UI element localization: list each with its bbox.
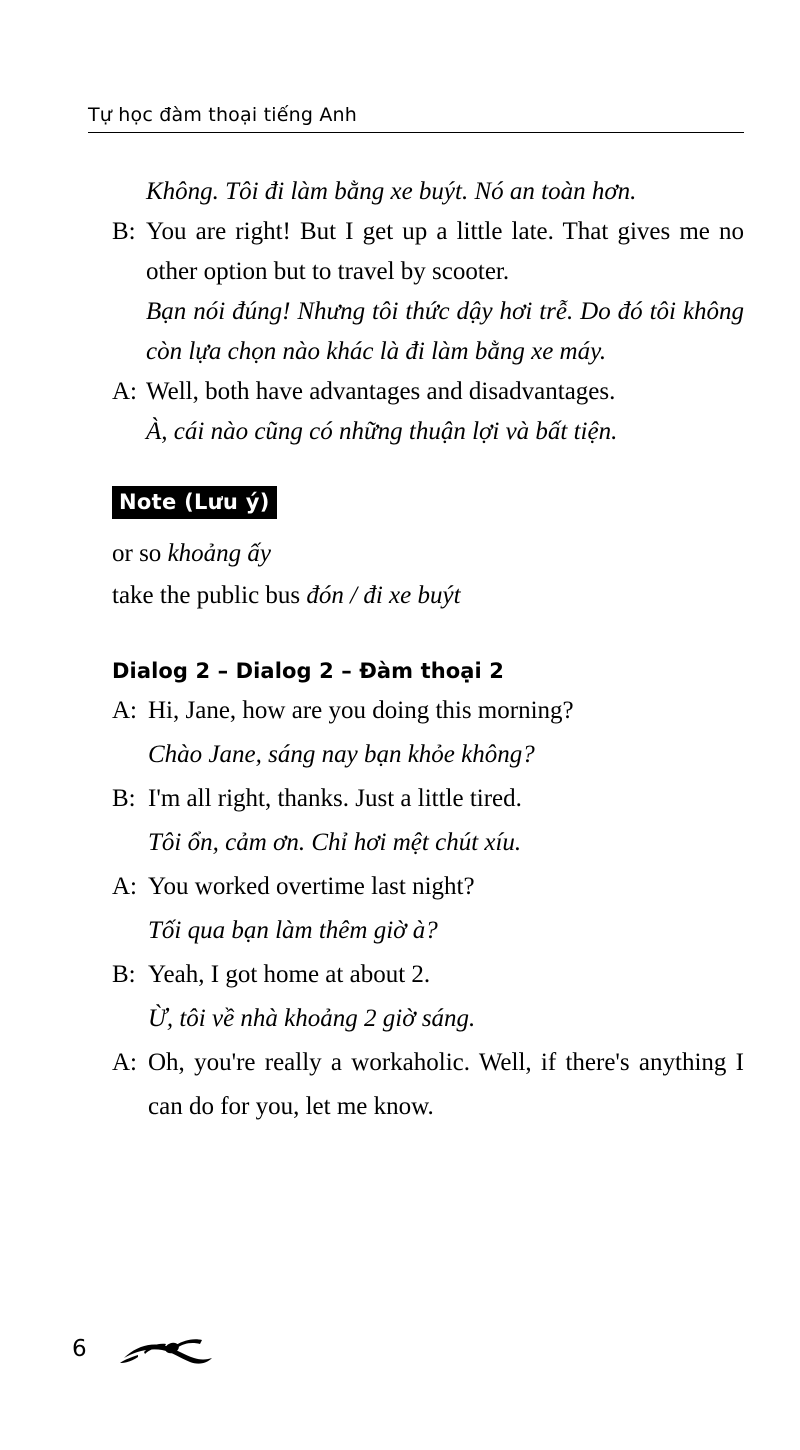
turn-english-text: Yeah, I got home at about 2. xyxy=(148,961,431,989)
turn-vietnamese-text: Ừ, tôi về nhà khoảng 2 giờ sáng. xyxy=(148,1005,476,1033)
running-head-rule xyxy=(88,132,744,133)
note-entry-vietnamese: khoảng ấy xyxy=(167,540,272,568)
note-heading-badge: Note (Lưu ý) xyxy=(112,486,277,519)
turn-vietnamese-text: Chào Jane, sáng nay bạn khỏe không? xyxy=(148,741,535,769)
turn-vietnamese-text: Tôi ổn, cảm ơn. Chỉ hơi mệt chút xíu. xyxy=(148,829,522,857)
swimmer-ornament-icon xyxy=(114,1328,224,1374)
note-entry xyxy=(112,575,744,617)
turn-vietnamese-text: À, cái nào cũng có những thuận lợi và bất tiện. xyxy=(146,418,618,445)
speaker-label: B: xyxy=(112,785,136,813)
speaker-label: A: xyxy=(112,697,137,725)
note-section xyxy=(112,486,744,617)
note-entry xyxy=(112,533,744,575)
note-entry-vietnamese: đón / đi xe buýt xyxy=(306,582,461,610)
turn-english-text: Oh, you're really a workaholic. Well, if there's anything I can do for you, let me know. xyxy=(148,1049,744,1121)
dialog-turn xyxy=(112,212,744,292)
speaker-label: A: xyxy=(112,873,137,901)
running-head xyxy=(88,104,744,133)
dialog-turn xyxy=(112,372,744,412)
dialog-turn xyxy=(112,777,744,821)
dialog-turn xyxy=(112,953,744,997)
continued-vietnamese-line: Không. Tôi đi làm bằng xe buýt. Nó an toàn hơn. xyxy=(146,178,637,205)
turn-vietnamese-text: Tối qua bạn làm thêm giờ à? xyxy=(148,917,438,945)
turn-english-text: Well, both have advantages and disadvantages. xyxy=(146,378,616,405)
turn-english-text: You worked overtime last night? xyxy=(148,873,475,901)
dialog-turn xyxy=(112,1041,744,1129)
dialog2-body xyxy=(112,689,744,1129)
turn-english-text: You are right! But I get up a little late. That gives me no other option but to travel by scooter. xyxy=(146,218,744,285)
dialog-turn xyxy=(112,689,744,733)
note-entry-english: take the public bus xyxy=(112,582,307,610)
turn-english-text: Hi, Jane, how are you doing this morning? xyxy=(148,697,574,725)
page-content xyxy=(112,172,744,1129)
dialog2-heading: Dialog 2 – Dialog 2 – Đàm thoại 2 xyxy=(112,659,504,684)
dialog-turn xyxy=(112,865,744,909)
running-head-title: Tự học đàm thoại tiếng Anh xyxy=(88,104,358,126)
turn-vietnamese-text: Bạn nói đúng! Nhưng tôi thức dậy hơi trễ. Do đó tôi không còn lựa chọn nào khác là đi làm bằng xe máy. xyxy=(146,298,744,365)
turn-english-text: I'm all right, thanks. Just a little tired. xyxy=(148,785,522,813)
page-number: 6 xyxy=(72,1336,87,1362)
speaker-label: A: xyxy=(112,378,137,405)
page-footer xyxy=(72,1324,752,1384)
speaker-label: B: xyxy=(112,961,136,989)
speaker-label: B: xyxy=(112,218,136,245)
speaker-label: A: xyxy=(112,1049,137,1077)
note-entry-english: or so xyxy=(112,540,168,568)
note-entry-list xyxy=(112,533,744,617)
